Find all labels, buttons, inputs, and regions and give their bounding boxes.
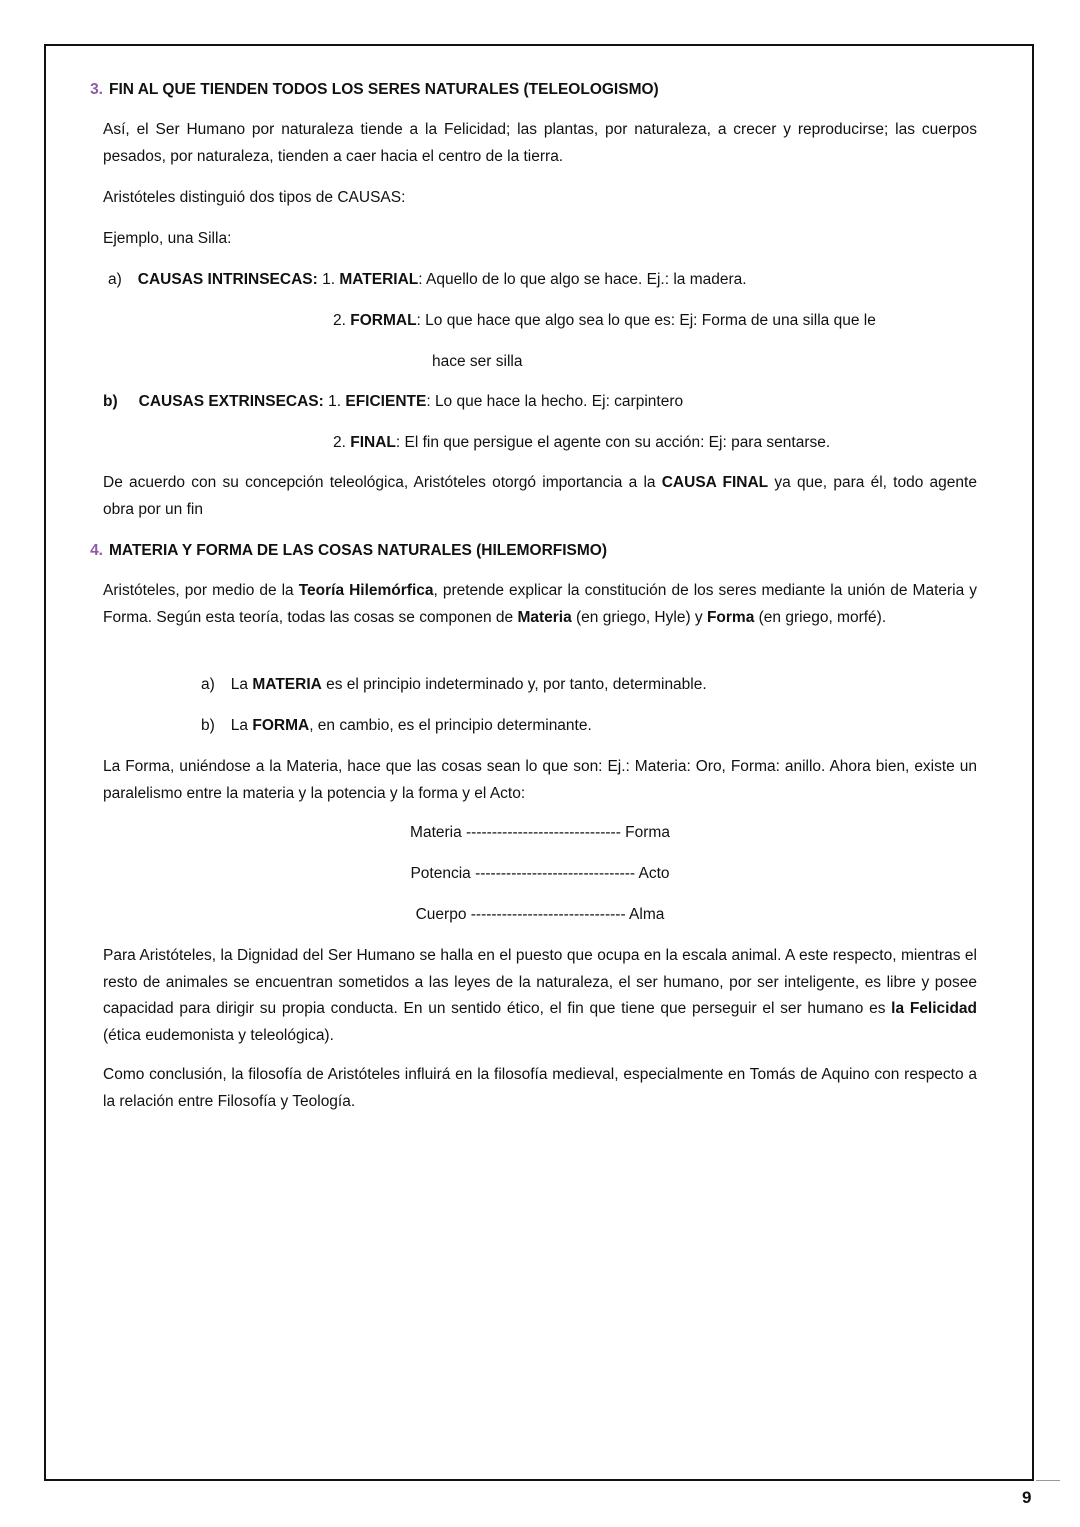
item-text: : Lo que hace que algo sea lo que es: Ej: Forma de una silla que le xyxy=(416,312,876,329)
list-label: a) xyxy=(108,271,122,288)
cause-a2-cont: hace ser silla xyxy=(432,353,523,370)
page-number: 9 xyxy=(1022,1488,1032,1507)
bold-text: Teoría Hilemórfica xyxy=(298,582,434,599)
section-3-heading xyxy=(90,77,977,104)
term: MATERIAL xyxy=(339,271,419,288)
item-text: : Lo que hace la hecho. Ej: carpintero xyxy=(426,393,684,410)
list-label: b) xyxy=(201,717,215,734)
pair-line: Potencia ------------------------------- Acto xyxy=(410,865,670,882)
term: FINAL xyxy=(350,434,396,451)
paragraph: Aristóteles distinguió dos tipos de CAUSAS: xyxy=(103,189,406,206)
text: (ética eudemonista y teleológica). xyxy=(103,1026,334,1044)
pair-line: Materia ------------------------------ Forma xyxy=(410,824,670,841)
text: , en cambio, es el principio determinante. xyxy=(309,717,592,734)
paragraph: Ejemplo, una Silla: xyxy=(103,230,232,247)
text: La xyxy=(230,717,253,734)
section-title: MATERIA Y FORMA DE LAS COSAS NATURALES (HILEMORFISMO) xyxy=(109,542,608,559)
paragraph: Como conclusión, la filosofía de Aristóteles influirá en la filosofía medieval, especialmente en Tomás de Aquino con respecto a la relación entre Filosofía y Teología. xyxy=(103,1066,977,1110)
text: , pretende explicar la constitución de los seres mediante la unión de Materia y Forma. Según esta teoría, todas las cosas se componen de xyxy=(103,582,977,626)
item-text: : El fin que persigue el agente con su acción: Ej: para sentarse. xyxy=(395,434,831,451)
bold-text: Materia xyxy=(517,608,572,626)
item-number: 1. xyxy=(322,271,336,288)
section-title: FIN AL QUE TIENDEN TODOS LOS SERES NATURALES (TELEOLOGISMO) xyxy=(109,81,659,98)
bold-text: FORMA xyxy=(252,717,310,734)
list-item-materia xyxy=(201,672,961,699)
text: Aristóteles, por medio de la xyxy=(103,582,299,599)
paragraph xyxy=(103,470,977,523)
section-number: 4. xyxy=(90,542,103,559)
item-number: 2. xyxy=(333,312,346,329)
text: De acuerdo con su concepción teleológica, Aristóteles otorgó importancia a la xyxy=(103,474,662,491)
bold-text: CAUSA FINAL xyxy=(661,474,769,491)
cause-title: CAUSAS INTRINSECAS: xyxy=(137,271,318,288)
term: FORMAL xyxy=(350,312,417,329)
list-label: b) xyxy=(103,393,118,410)
text: (en griego, morfé). xyxy=(754,608,887,626)
cause-a2 xyxy=(333,308,983,335)
item-number: 2. xyxy=(333,434,346,451)
paragraph xyxy=(103,943,977,1049)
list-label: a) xyxy=(201,676,215,693)
bold-text: la Felicidad xyxy=(891,1000,977,1017)
item-number: 1. xyxy=(328,393,342,410)
bold-text: Forma xyxy=(706,608,755,626)
footer-rule xyxy=(1036,1480,1060,1481)
bold-text: MATERIA xyxy=(252,676,322,693)
text: Para Aristóteles, la Dignidad del Ser Humano se halla en el puesto que ocupa en la escala animal. A este respecto, mientras el resto de animales se encuentran sometidos a las leyes de la naturaleza, el ser humano, por ser inteligente, es libre y posee capacidad para dirigir su propia conducta. En un sentido ético, el fin que tiene que perseguir el ser humano es xyxy=(103,947,977,1017)
paragraph xyxy=(103,578,977,631)
section-4-heading xyxy=(90,538,977,565)
text: (en griego, Hyle) y xyxy=(571,608,707,626)
text: ya que, para él, todo agente obra por un fin xyxy=(103,474,977,518)
cause-a xyxy=(108,267,982,294)
cause-title: CAUSAS EXTRINSECAS: xyxy=(138,393,324,410)
cause-b2 xyxy=(333,430,983,457)
term: EFICIENTE xyxy=(345,393,427,410)
list-item-forma xyxy=(201,713,961,740)
text: es el principio indeterminado y, por tanto, determinable. xyxy=(321,676,707,693)
item-text: : Aquello de lo que algo se hace. Ej.: la madera. xyxy=(418,271,747,288)
pair-line: Cuerpo ------------------------------ Alma xyxy=(415,906,665,923)
paragraph: Así, el Ser Humano por naturaleza tiende a la Felicidad; las plantas, por naturaleza, a crecer y reproducirse; las cuerpos pesados, por naturaleza, tienden a caer hacia el centro de la tierra. xyxy=(103,121,977,165)
paragraph: La Forma, uniéndose a la Materia, hace que las cosas sean lo que son: Ej.: Materia: Oro, Forma: anillo. Ahora bien, existe un paralelismo entre la materia y la potencia y la forma y el Acto: xyxy=(103,758,977,802)
section-number: 3. xyxy=(90,81,103,98)
cause-b xyxy=(103,389,977,416)
text: La xyxy=(230,676,253,693)
